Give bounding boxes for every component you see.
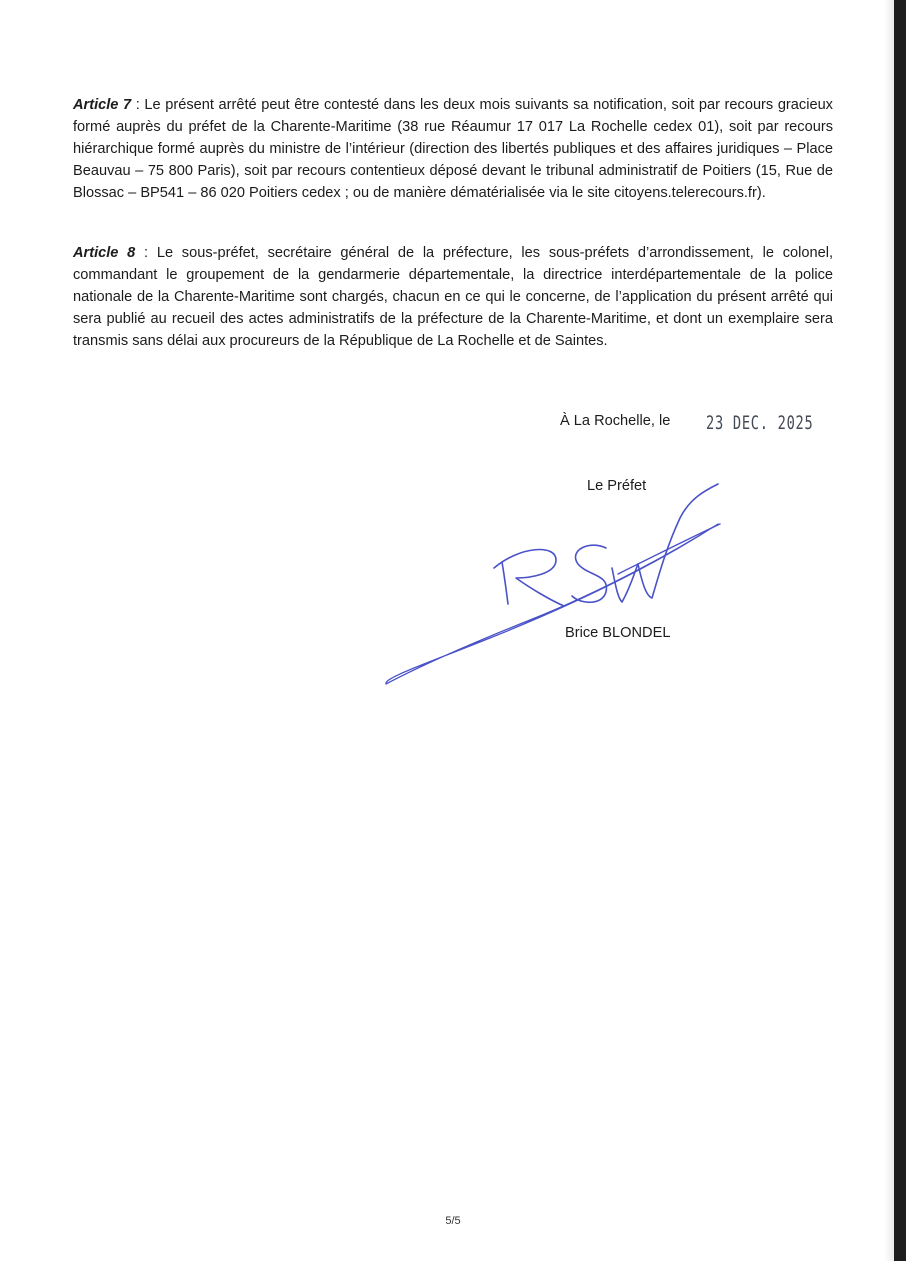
date-stamp: 23 DEC. 2025 (706, 412, 814, 434)
article-7 (73, 94, 833, 204)
role-title: Le Préfet (587, 478, 647, 494)
handwritten-signature (380, 478, 730, 690)
scan-border (894, 0, 906, 1261)
article-7-separator: : (131, 97, 145, 113)
article-8-label: Article 8 (73, 245, 136, 261)
page-number: 5/5 (445, 1215, 461, 1227)
page-edge-shade (884, 0, 894, 1261)
article-7-text: Le présent arrêté peut être contesté dans les deux mois suivants sa notification, soit par recours gracieux formé auprès du préfet de la Charente-Maritime (38 rue Réaumur 17 017 La Rochelle cedex 01), soit par recours hiérarchique formé auprès du ministre de l’intérieur (direction des libertés publiques et des affaires juridiques – Place Beauvau – 75 800 Paris), soit par recours contentieux déposé devant le tribunal administratif de Poitiers (15, Rue de Blossac – BP541 – 86 020 Poitiers cedex ; ou de manière dématérialisée via le site citoyens.telerecours.fr). (73, 97, 833, 201)
article-8-text: Le sous-préfet, secrétaire général de la préfecture, les sous-préfets d’arrondissement, le colonel, commandant le groupement de la gendarmerie départementale, la directrice interdépartementale de la police nationale de la Charente-Maritime sont chargés, chacun en ce qui le concerne, de l’application du présent arrêté qui sera publié au recueil des actes administratifs de la préfecture de la Charente-Maritime, et dont un exemplaire sera transmis sans délai aux procureurs de la République de La Rochelle et de Saintes. (73, 245, 833, 349)
article-7-label: Article 7 (73, 97, 132, 113)
place-label: À La Rochelle, le (560, 413, 671, 429)
signatory-name: Brice BLONDEL (565, 625, 671, 641)
article-8-separator: : (135, 245, 157, 261)
signature-strokes (386, 484, 720, 684)
article-8 (73, 242, 833, 352)
